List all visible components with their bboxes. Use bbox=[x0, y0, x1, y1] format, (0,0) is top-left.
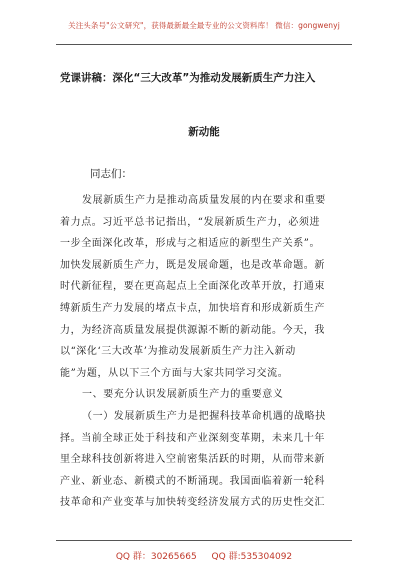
body-line: 力，为经济高质量发展提供源源不断的新动能。今天，我 bbox=[60, 324, 325, 336]
document-title-line1: 党课讲稿：深化“三大改革”为推动发展新质生产力注入 bbox=[60, 72, 316, 84]
body-line: 加快发展新质生产力，既是发展命题，也是改革命题。新 bbox=[60, 259, 325, 271]
body-line: 产业、新业态、新模式的不断涌现。我国面临着新一轮科 bbox=[60, 475, 325, 487]
body-line: 一步全面深化改革，形成与之相适应的新型生产关系”。 bbox=[60, 238, 321, 250]
body-line: 发展新质生产力是推动高质量发展的内在要求和重要 bbox=[82, 195, 326, 206]
header-divider bbox=[56, 44, 352, 45]
body-line: 缚新质生产力发展的堵点卡点，加快培育和形成新质生产 bbox=[60, 302, 325, 314]
body-line: （一）发展新质生产力是把握科技革命机遇的战略抉 bbox=[82, 410, 326, 422]
body-line: 一、要充分认识发展新质生产力的重要意义 bbox=[82, 389, 284, 401]
body-line: 时代新征程，要在更高起点上全面深化改革开放，打通束 bbox=[60, 281, 325, 293]
document-title-line2: 新动能 bbox=[188, 126, 220, 138]
body-line: 着力点。习近平总书记指出，“发展新质生产力，必须进 bbox=[60, 216, 321, 228]
footer-divider bbox=[56, 540, 352, 541]
footer bbox=[0, 549, 408, 562]
footer-qq-group-1: QQ 群：30265665 bbox=[115, 552, 197, 562]
salutation: 同志们： bbox=[90, 168, 132, 180]
body-line: 里全球科技创新将进入空前密集活跃的时期，从而带来新 bbox=[60, 454, 325, 466]
body-line: 能”为题，从以下三个方面与大家共同学习交流。 bbox=[60, 367, 289, 379]
body-line: 择。当前全球正处于科技和产业深刻变革期，未来几十年 bbox=[60, 432, 325, 444]
document-body bbox=[60, 190, 352, 514]
header-promo-text: 关注头条号"公文研究"，获得最新最全最专业的公文资料库！ 微信：gongwenyj bbox=[68, 21, 340, 30]
footer-qq-group-2: QQ 群:535304092 bbox=[211, 552, 293, 562]
body-line: 技革命和产业变革与加快转变经济发展方式的历史性交汇 bbox=[60, 497, 325, 509]
body-line: 以“深化‘三大改革’为推动发展新质生产力注入新动 bbox=[60, 346, 296, 358]
